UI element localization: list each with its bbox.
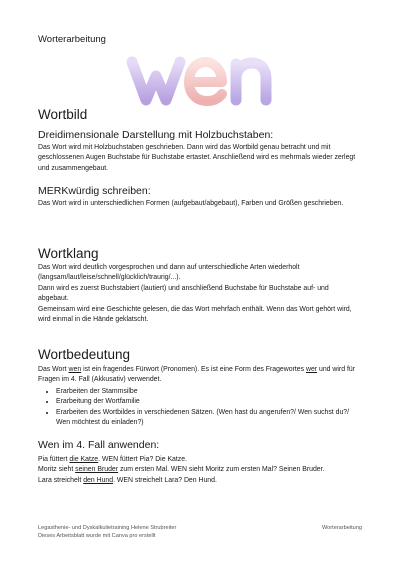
fall-line-3-object: den Hund [83,476,114,484]
fall-line-3-part-a: Lara streichelt [38,476,84,484]
wortbild-subheading-merkwuerdig: MERKwürdig schreiben: [38,185,151,198]
list-item: • Erarbeitung der Wortfamilie [56,397,360,407]
logo-letter-n [236,63,266,100]
fall-line-2 [38,465,360,475]
wortbedeutung-list [38,387,360,429]
section-wortbild [38,106,360,210]
fall-line-1-part-b: . WEN füttert Pia? Die Katze. [98,456,187,463]
intro-part-b: ist ein fragendes Fürwort (Pronomen). Es ist eine Form des Fragewortes [81,366,306,373]
wortklang-paragraph-2: Dann wird es zuerst Buchstabiert (lautiert) und anschließend Buchstabe für Buchstabe auf- und abgebaut. [38,284,329,303]
fall-line-3-part-b: . WEN streichelt Lara? Den Hund. [113,476,217,484]
intro-word-wen: wen [68,366,82,373]
wortbild-merkwuerdig-text: Das Wort wird in unterschiedlichen Formen (aufgebaut/abgebaut), Farben und Größen geschrieben. [38,200,344,208]
wortbild-holzbuchstaben-text: Das Wort wird mit Holzbuchstaben geschrieben. Dann wird das Wortbild genau betracht und mit geschlossenen Augen Buchstabe für Buchstabe ertastet. Anschließend wird es mehrmals wieder zerlegt und zusammengebaut. [38,144,356,172]
logo-letter-e [189,62,222,101]
wortklang-title: Wortklang [38,246,99,261]
wortbedeutung-title: Wortbedeutung [38,347,131,362]
wortbild-subheading-holzbuchstaben: Dreidimensionale Darstellung mit Holzbuchstaben: [38,129,274,141]
wen-logo [126,52,276,108]
wortklang-paragraph-3: Gemeinsam wird eine Geschichte gelesen, die das Wort mehrfach enthält. Wenn das Wort gehört wird, wird einmal in die Hände geklatscht. [38,305,352,324]
section-fall [38,439,360,486]
wortbild-title: Wortbild [38,107,88,122]
header-label: Worterarbeitung [38,34,106,45]
wortklang-paragraph-1: Das Wort wird deutlich vorgesprochen und dann auf unterschiedliche Arten wiederholt (langsam/laut/leise/schnell/glücklich/traurig/...). [38,264,300,282]
intro-part-a: Das Wort [38,366,69,373]
fall-line-1 [38,455,360,465]
footer-credit: Dieses Arbeitsblatt wurde mit Canva pro erstellt [38,532,156,539]
footer-author: Legasthenie- und Dyskalkulietraining Helene Strubreiter [38,525,177,531]
section-wortbedeutung [38,346,360,428]
fall-line-2-part-a: Moritz sieht [38,466,76,474]
fall-line-2-part-b: zum ersten Mal. WEN sieht Moritz zum ersten Mal? Seinen Bruder. [118,466,325,474]
fall-line-3 [38,476,360,486]
fall-title: Wen im 4. Fall anwenden: [38,439,160,451]
footer-label: Worterarbeitung [321,525,362,531]
intro-part-c: und wird für Fragen im 4. Fall (Akkusativ) verwendet. [38,366,356,384]
wortbedeutung-intro [38,365,360,386]
section-wortklang [38,245,360,325]
fall-line-2-object: seinen Bruder [75,466,119,474]
footer [38,525,362,540]
intro-word-wer: wer [305,366,318,373]
list-item: • Erarbeiten der Stammsilbe [56,387,360,397]
fall-line-1-part-a: Pia füttert [38,456,70,463]
list-item: • Erarbeiten des Wortbildes in verschiedenen Sätzen. (Wen hast du angerufen?/ Wen suchst du?/ Wen möchtest du einladen?) [56,408,360,429]
fall-line-1-object: die Katze [69,456,99,463]
logo-letter-w [132,62,180,100]
